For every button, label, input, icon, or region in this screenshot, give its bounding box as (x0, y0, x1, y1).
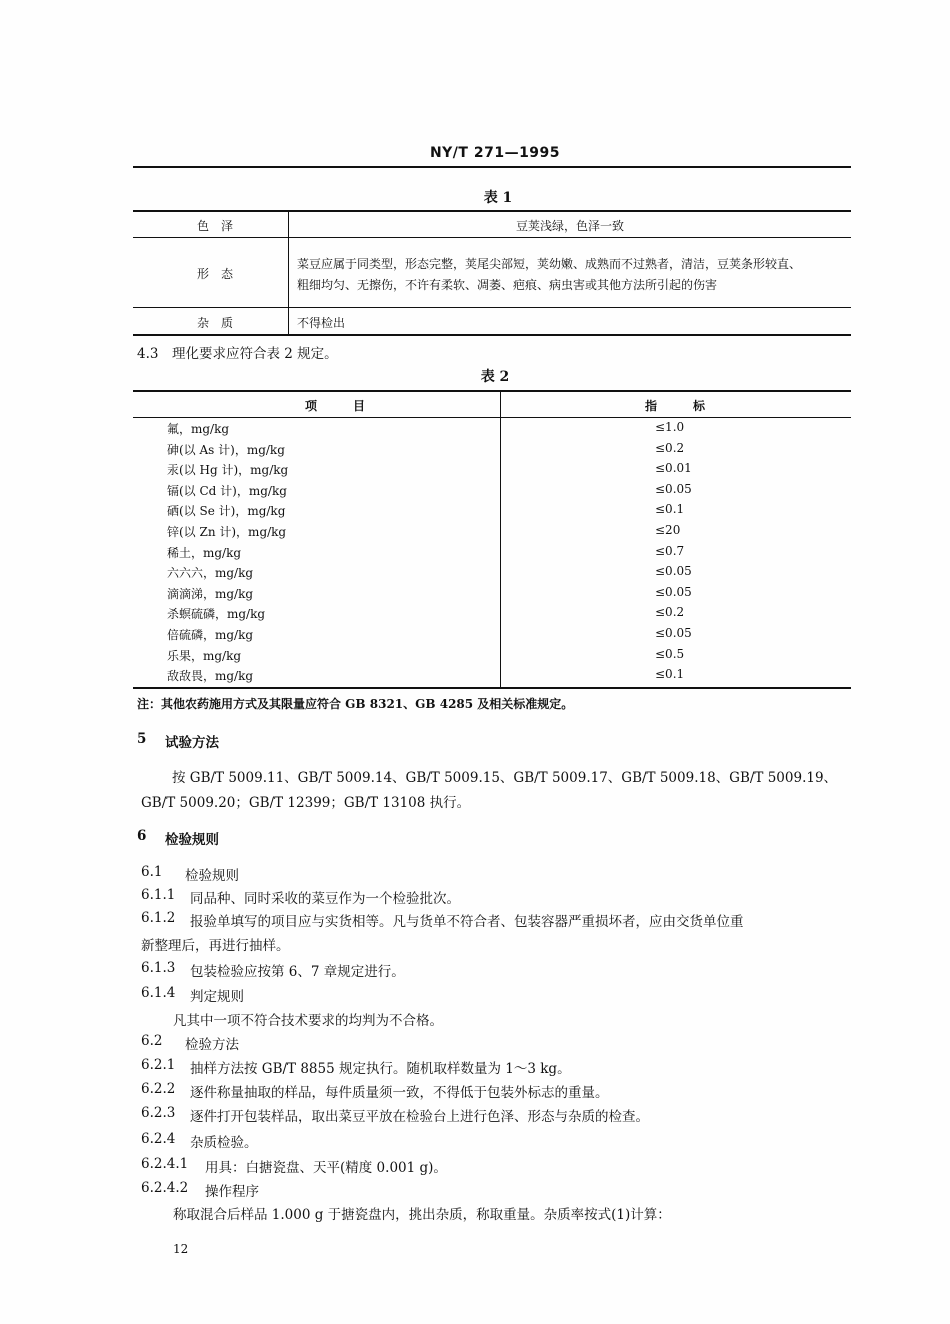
clause-number: 6.2.1 (141, 1057, 176, 1073)
table2-value: ≤0.1 (655, 667, 685, 682)
table2-item: 乐果，mg/kg (167, 648, 242, 663)
clause-number: 6.2.4.1 (141, 1156, 189, 1172)
table2-item: 杀螟硫磷，mg/kg (167, 607, 266, 622)
table-row (165, 585, 850, 606)
clause-text: 检验方法 (185, 1037, 239, 1053)
clause-text: 报验单填写的项目应与实货相等。凡与货单不符合者、包装容器严重损坏者，应由交货单位重 (190, 914, 744, 930)
table1-value-shape-line2: 粗细均匀、无擦伤，不许有柔软、凋萎、疤痕、病虫害或其他方法所引起的伤害 (297, 278, 718, 292)
table1-column-divider (288, 211, 289, 335)
clause-number: 6.2.4 (141, 1131, 176, 1147)
clause-text: 杂质检验。 (190, 1135, 258, 1151)
table-row (165, 544, 850, 565)
clause-text: 抽样方法按 GB/T 8855 规定执行。随机取样数量为 1～3 kg。 (190, 1061, 571, 1077)
clause-text: 包装检验应按第 6、7 章规定进行。 (190, 964, 405, 980)
table2-value: ≤1.0 (655, 420, 685, 434)
clause-number: 6.1.1 (141, 887, 176, 903)
section6-heading: 检验规则 (165, 832, 219, 848)
clause-text: 逐件称量抽取的样品，每件质量须一致，不得低于包装外标志的重量。 (190, 1085, 609, 1101)
table1-top-rule (133, 210, 851, 212)
table-row (165, 461, 850, 482)
table1-rule (133, 237, 851, 238)
table-row (165, 523, 850, 544)
clause-number: 6.1.3 (141, 960, 176, 976)
clause-text: 逐件打开包装样品，取出菜豆平放在检验台上进行色泽、形态与杂质的检查。 (190, 1109, 649, 1125)
table2-value: ≤0.1 (655, 502, 685, 517)
table2-item: 敌敌畏，mg/kg (167, 669, 254, 684)
clause-number: 6.1 (141, 864, 163, 880)
table-row (165, 605, 850, 626)
table2-value: ≤0.01 (655, 461, 692, 476)
table2-value: ≤0.2 (655, 605, 685, 620)
section5-line1: 按 GB/T 5009.11、GB/T 5009.14、GB/T 5009.15、GB/T 5009.17、GB/T 5009.18、GB/T 5009.19、 (172, 770, 838, 786)
standard-number-header: NY/T 271—1995 (429, 145, 561, 161)
clause-number: 6.2.4.2 (141, 1180, 189, 1196)
table2-item: 倍硫磷，mg/kg (167, 628, 254, 642)
table2-value: ≤0.2 (655, 440, 685, 455)
section6-number: 6 (137, 828, 147, 844)
table-row (165, 482, 850, 503)
table2-item: 锌(以 Zn 计)，mg/kg (167, 525, 287, 539)
clause-number: 6.2 (141, 1033, 163, 1049)
section-4-3-text: 4.3 理化要求应符合表 2 规定。 (137, 346, 338, 362)
table1-value-color: 豆荚浅绿，色泽一致 (515, 219, 624, 233)
table2-value: ≤0.05 (655, 481, 692, 496)
table1-bottom-rule (133, 334, 851, 336)
header-rule (133, 166, 851, 168)
table2-value: ≤20 (655, 523, 681, 537)
table2-item: 汞(以 Hg 计)，mg/kg (167, 463, 289, 478)
table2-item: 滴滴涕，mg/kg (167, 586, 254, 601)
clause-number: 6.1.4 (141, 985, 176, 1001)
table1-label-impurity: 杂 质 (196, 316, 233, 330)
table2-value: ≤0.5 (655, 646, 685, 661)
clause-text: 检验规则 (185, 868, 239, 884)
table1-label-shape: 形 态 (196, 267, 233, 281)
table2-value: ≤0.05 (655, 626, 692, 640)
clause-text: 同品种、同时采收的菜豆作为一个检验批次。 (190, 891, 460, 907)
table-row (165, 647, 850, 668)
table-row (165, 564, 850, 585)
clause-number: 6.2.3 (141, 1105, 176, 1121)
table2-value: ≤0.05 (655, 584, 692, 599)
clause-text: 用具：白搪瓷盘、天平(精度 0.001 g)。 (205, 1160, 447, 1176)
table2-head-value: 指 标 (644, 399, 705, 413)
table-row (165, 626, 850, 647)
table1-label-color: 色 泽 (196, 219, 233, 233)
section5-number: 5 (137, 731, 147, 747)
page-number: 12 (173, 1242, 189, 1256)
table1-value-shape-line1: 菜豆应属于同类型，形态完整，荚尾尖部短，荚幼嫩、成熟而不过熟者，清洁，豆荚条形较直、 (297, 257, 802, 271)
table2-value: ≤0.7 (655, 543, 685, 558)
table-row (165, 441, 850, 462)
clause-text: 新整理后，再进行抽样。 (141, 938, 290, 954)
table1-value-impurity: 不得检出 (297, 316, 346, 330)
table2-item: 稀土，mg/kg (167, 545, 242, 560)
table2-value: ≤0.05 (655, 564, 692, 579)
clause-text: 凡其中一项不符合技术要求的均判为不合格。 (173, 1013, 443, 1029)
table-row (165, 667, 850, 688)
table2-item: 砷(以 As 计)，mg/kg (167, 442, 285, 457)
table2-top-rule (133, 390, 851, 392)
section5-heading: 试验方法 (165, 735, 219, 751)
table2-item: 硒(以 Se 计)，mg/kg (167, 504, 286, 519)
clause-number: 6.1.2 (141, 910, 176, 926)
table-row (165, 502, 850, 523)
section5-line2: GB/T 5009.20；GB/T 12399；GB/T 13108 执行。 (141, 795, 471, 811)
table2-head-item: 项 目 (304, 399, 365, 413)
table-row (165, 420, 850, 441)
table2-item: 六六六，mg/kg (167, 566, 254, 581)
table2-caption: 表 2 (480, 369, 510, 385)
clause-text: 判定规则 (190, 989, 244, 1005)
table2-item: 镉(以 Cd 计)，mg/kg (167, 483, 287, 498)
clause-number: 6.2.2 (141, 1081, 176, 1097)
table1-rule (133, 307, 851, 308)
table2-head-rule (133, 417, 851, 418)
clause-text: 操作程序 (205, 1184, 259, 1200)
table1-caption: 表 1 (483, 190, 513, 206)
table2-item: 氟，mg/kg (167, 422, 230, 436)
clause-text: 称取混合后样品 1.000 g 于搪瓷盘内，挑出杂质，称取重量。杂质率按式(1)计算： (173, 1207, 671, 1223)
table2-note: 注：其他农药施用方式及其限量应符合 GB 8321、GB 4285 及相关标准规定。 (137, 697, 574, 711)
